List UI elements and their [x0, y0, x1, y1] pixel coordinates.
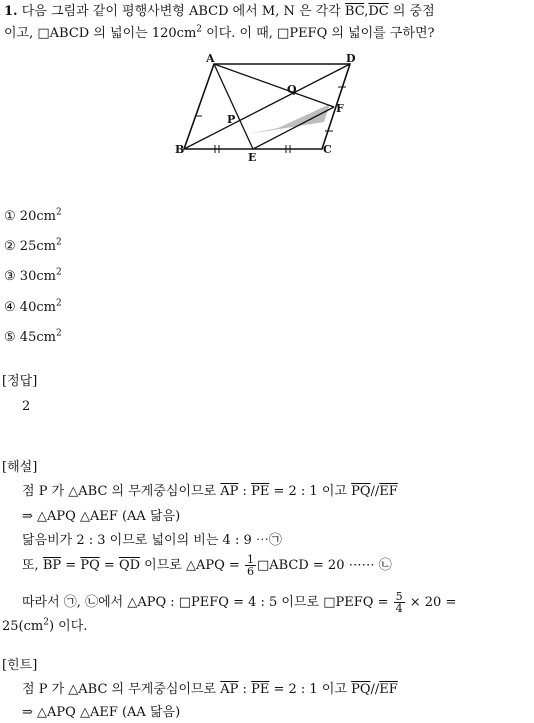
label-e: E: [248, 151, 257, 164]
numerator: 5: [395, 590, 403, 603]
solution-text: ) 이다.: [48, 619, 88, 634]
choice-mark: ⑤: [4, 330, 16, 345]
answer-value: 2: [22, 399, 31, 414]
segment-qd: $\overline{QD}$: [118, 558, 141, 573]
superscript: 2: [55, 207, 62, 218]
solution-line-4: [22, 553, 392, 579]
segment-af: [214, 64, 334, 107]
denominator: 6: [246, 565, 254, 578]
label-a: A: [206, 52, 215, 65]
superscript: 2: [196, 24, 202, 35]
solution-text: 25(cm: [2, 619, 44, 634]
choice-value: 30cm: [19, 269, 56, 284]
shaded-region-pefq: [248, 104, 330, 134]
superscript: 2: [55, 237, 62, 248]
problem-line-1: [4, 4, 435, 20]
choice-value: 40cm: [19, 300, 56, 315]
equals: =: [65, 558, 77, 573]
hint-text: = 2 : 1 이고: [273, 682, 347, 697]
segment-dc: $\overline{DC}$: [368, 4, 389, 19]
parallel-symbol: //: [370, 484, 380, 499]
choice-mark: ②: [4, 239, 16, 254]
superscript: 2: [55, 328, 62, 339]
choice-value: 45cm: [19, 330, 56, 345]
equals: =: [103, 558, 115, 573]
hint-header: [힌트]: [2, 658, 38, 673]
superscript: 2: [55, 267, 62, 278]
fraction-five-quarters: [394, 591, 405, 614]
problem-text: 다음 그림과 같이 평행사변형 ABCD 에서 M, N 은 각각: [21, 4, 341, 19]
choice-3[interactable]: [4, 269, 62, 285]
problem-line-2: [4, 26, 435, 42]
solution-text: 또,: [22, 558, 39, 573]
segment-pe: $\overline{PE}$: [251, 484, 270, 499]
solution-line-2: ⇒ △APQ △AEF (AA 닮음): [22, 509, 181, 524]
segment-ef: $\overline{EF}$: [379, 682, 398, 697]
solution-line-5: [22, 590, 456, 616]
fraction-one-sixth: [245, 554, 256, 577]
solution-text: 점 P 가 △ABC 의 무게중심이므로: [22, 484, 217, 499]
label-d: D: [346, 52, 356, 65]
solution-text: □ABCD = 20 ⋯⋯ ㉡: [256, 558, 392, 573]
solution-text: 이므로 △APQ =: [144, 558, 240, 573]
segment-bc: $\overline{BC}$: [344, 4, 365, 19]
solution-header: [해설]: [2, 460, 38, 475]
parallel-symbol: //: [370, 682, 380, 697]
solution-text: 따라서 ㉠, ㉡에서 △APQ : □PEFQ = 4 : 5 이므로 □PEFQ =: [22, 595, 389, 610]
hint-text: 점 P 가 △ABC 의 무게중심이므로: [22, 682, 217, 697]
solution-line-3: 닮음비가 2 : 3 이므로 넓이의 비는 4 : 9 ⋯㉠: [22, 533, 282, 548]
problem-number: 1.: [4, 4, 18, 19]
superscript: 2: [43, 617, 49, 628]
problem-text: 의 중점: [392, 4, 435, 19]
label-p: P: [227, 113, 236, 126]
hint-line-2: ⇒ △APQ △AEF (AA 닮음): [22, 705, 181, 720]
hint-line-1: [22, 682, 398, 698]
segment-ae: [214, 64, 253, 149]
segment-ef: $\overline{EF}$: [379, 484, 398, 499]
segment-pq: $\overline{PQ}$: [80, 558, 100, 573]
problem-text: 이고, □ABCD 의 넓이는 120cm: [4, 26, 197, 41]
choice-mark: ④: [4, 300, 16, 315]
numerator: 1: [246, 553, 254, 566]
solution-text: × 20 =: [409, 595, 457, 610]
problem-text: 이다. 이 때, □PEFQ 의 넓이를 구하면?: [206, 26, 435, 41]
colon: :: [242, 682, 247, 697]
segment-pe: $\overline{PE}$: [251, 682, 270, 697]
choice-value: 25cm: [19, 239, 56, 254]
choice-mark: ①: [4, 209, 16, 224]
choice-4[interactable]: [4, 300, 62, 316]
answer-header: [정답]: [2, 374, 38, 389]
choice-mark: ③: [4, 269, 16, 284]
denominator: 4: [395, 602, 403, 615]
solution-text: = 2 : 1 이고: [273, 484, 347, 499]
comma: ,: [364, 4, 369, 19]
choice-value: 20cm: [19, 209, 56, 224]
parallelogram-figure: [170, 52, 370, 164]
solution-line-6: [2, 619, 87, 635]
label-c: C: [323, 143, 332, 156]
label-b: B: [175, 143, 185, 156]
solution-line-1: [22, 484, 398, 500]
choice-5[interactable]: [4, 330, 62, 346]
colon: :: [242, 484, 247, 499]
segment-bp: $\overline{BP}$: [42, 558, 62, 573]
segment-pq: $\overline{PQ}$: [351, 484, 371, 499]
segment-ap: $\overline{AP}$: [220, 682, 239, 697]
superscript: 2: [55, 298, 62, 309]
segment-ef: [253, 107, 334, 149]
label-f: F: [336, 102, 344, 115]
segment-pq: $\overline{PQ}$: [351, 682, 371, 697]
choice-2[interactable]: [4, 239, 62, 255]
choice-1[interactable]: [4, 209, 62, 225]
label-q: Q: [287, 83, 297, 96]
segment-ap: $\overline{AP}$: [220, 484, 239, 499]
